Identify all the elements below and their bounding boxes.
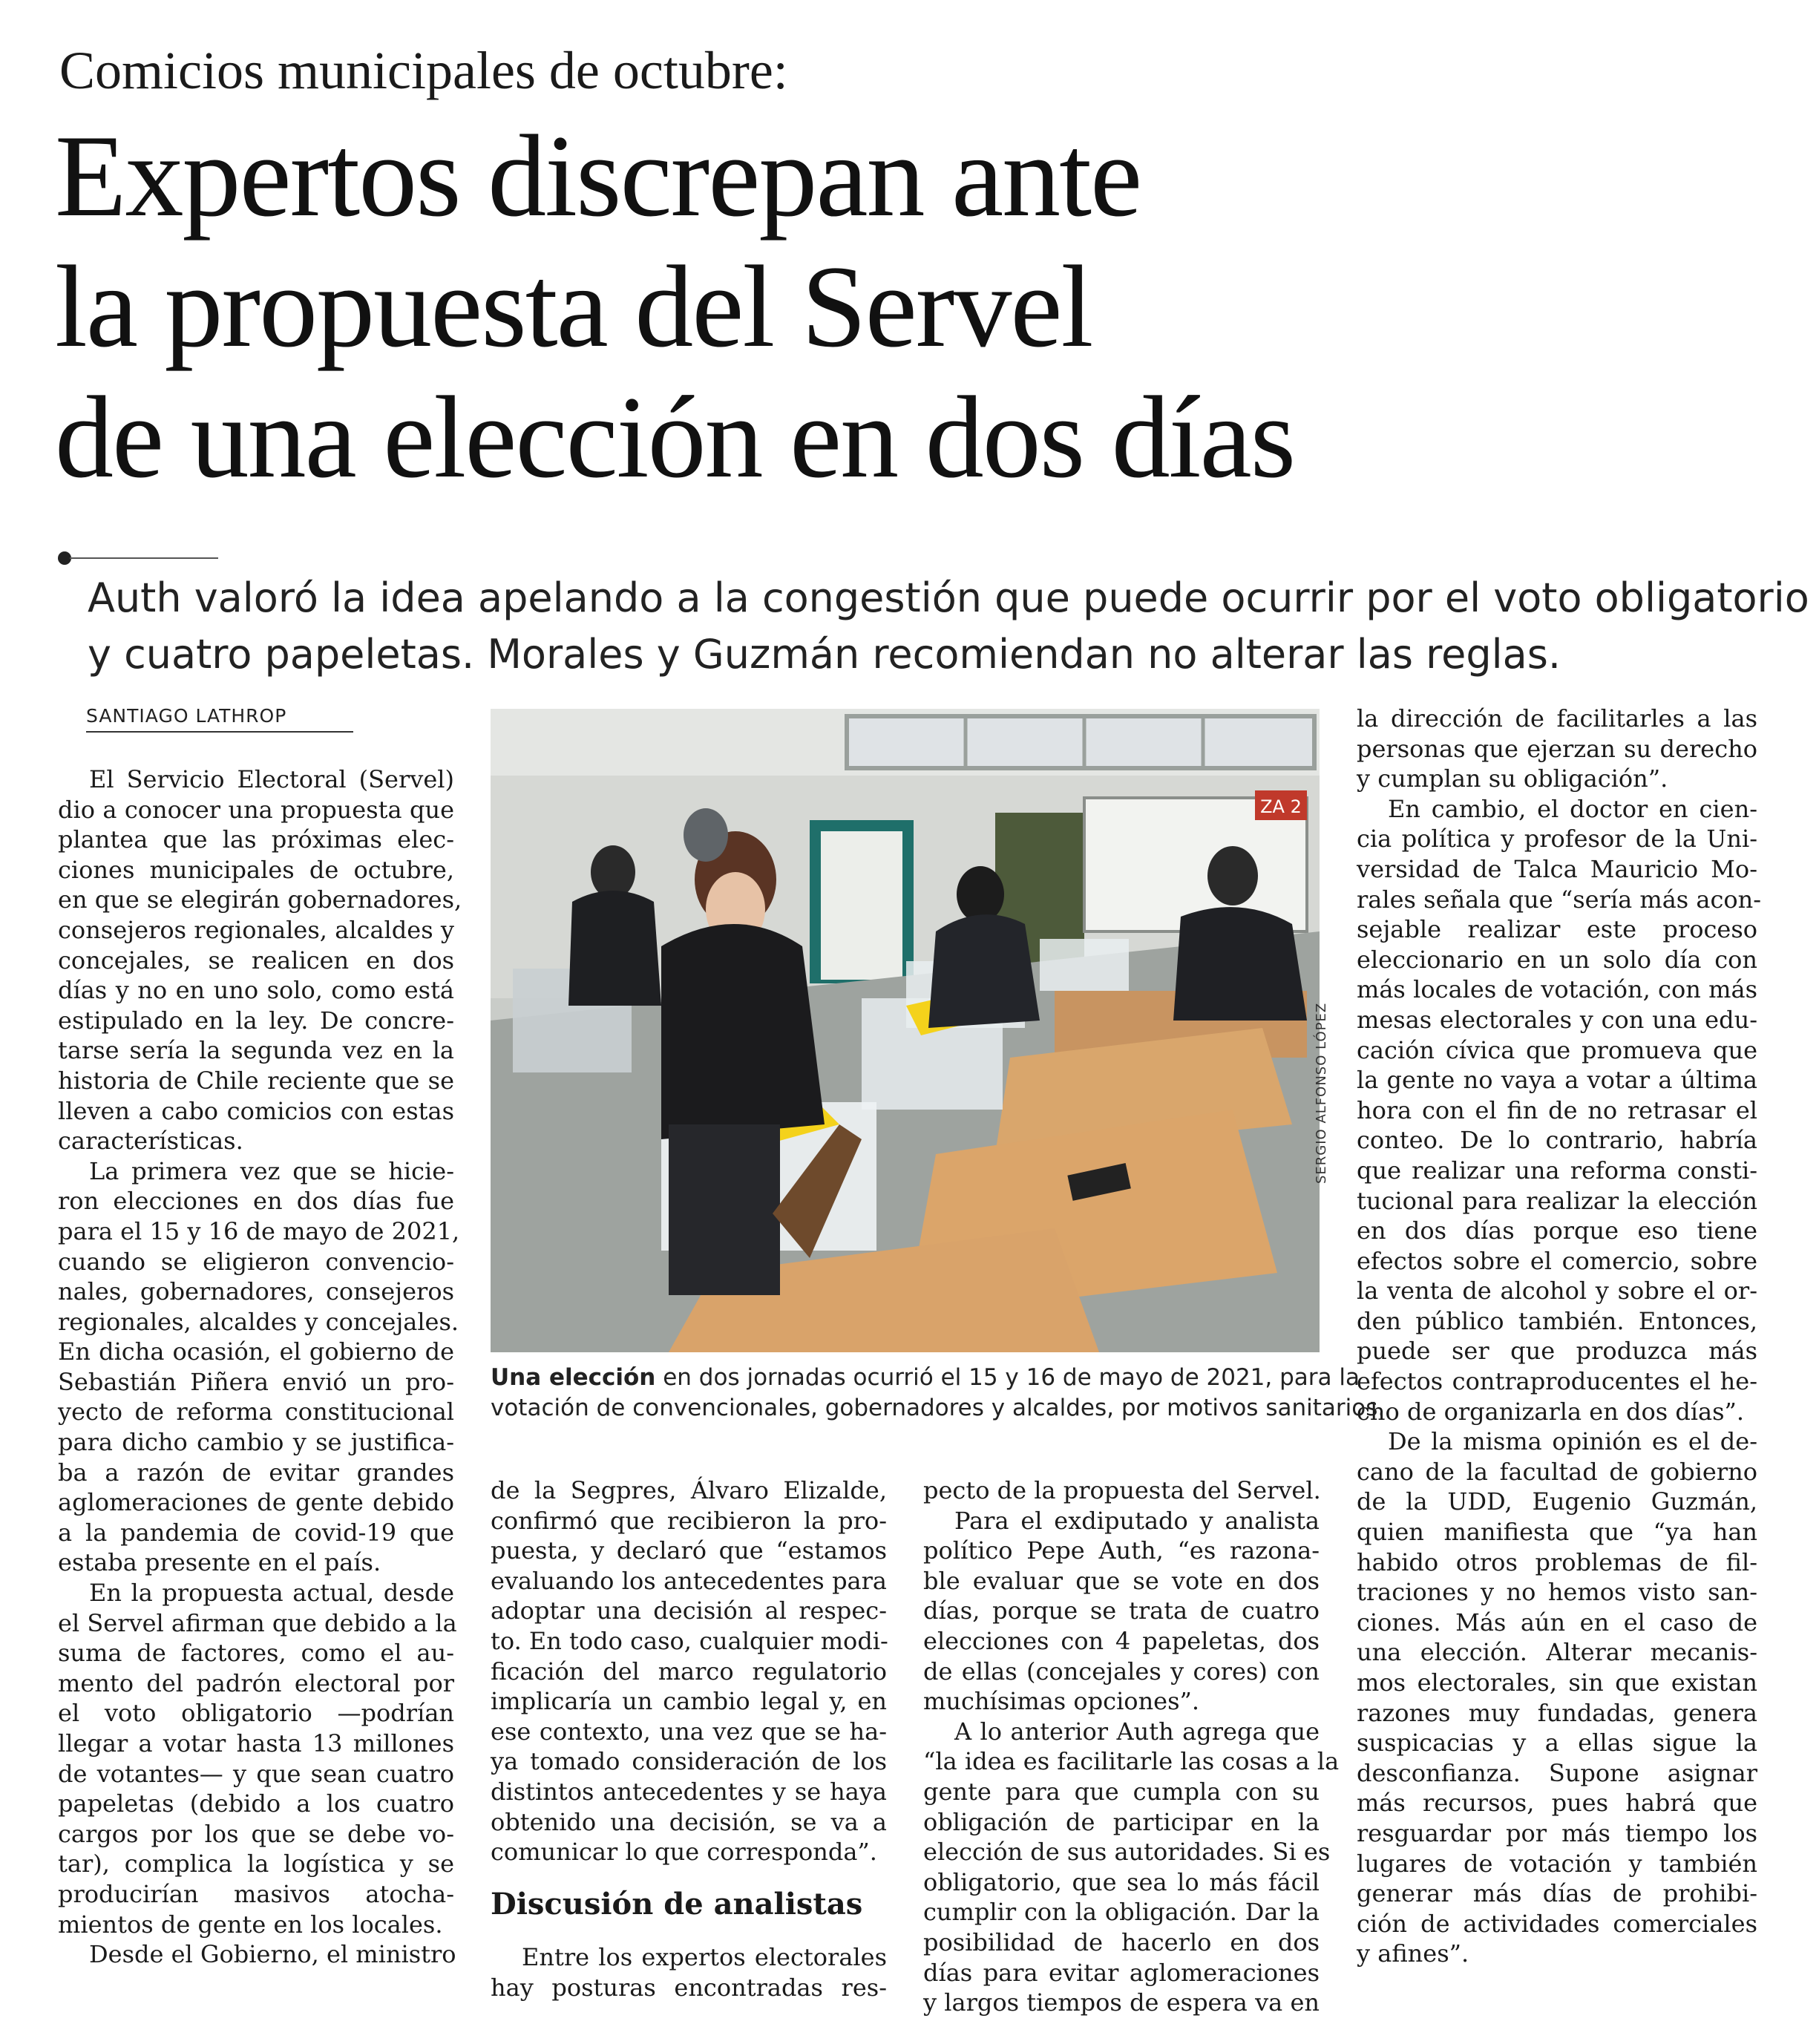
body-text-line: Para el exdiputado y analista bbox=[954, 1506, 1320, 1535]
body-text-line: nales, gobernadores, consejeros bbox=[58, 1277, 454, 1306]
body-text-line: eleccionario en un solo día con bbox=[1357, 945, 1757, 974]
body-text-line: más recursos, pues habrá que bbox=[1357, 1789, 1757, 1818]
body-text-line: días, porque se trata de cuatro bbox=[923, 1596, 1320, 1625]
body-text-line: suma de factores, como el au- bbox=[58, 1639, 454, 1668]
body-text-line: En la propuesta actual, desde bbox=[89, 1579, 454, 1608]
body-text-line: tar), complica la logística y se bbox=[58, 1850, 454, 1878]
body-text-line: dio a conocer una propuesta que bbox=[58, 795, 454, 824]
photo-credit: SERGIO ALFONSO LÓPEZ bbox=[1314, 1002, 1329, 1184]
body-text-line: ciones. Más aún en el caso de bbox=[1357, 1608, 1757, 1637]
body-text-line: efectos sobre el comercio, sobre bbox=[1357, 1246, 1757, 1275]
body-text-line: ble evaluar que se vote en dos bbox=[923, 1566, 1320, 1595]
caption-line: votación de convencionales, gobernadores y alcaldes, por motivos sanitarios. bbox=[491, 1395, 1386, 1421]
divider bbox=[70, 557, 218, 559]
body-text-line: pecto de la propuesta del Servel. bbox=[923, 1476, 1321, 1504]
body-text-line: to. En todo caso, cualquier modi- bbox=[491, 1626, 888, 1655]
column-1 bbox=[58, 764, 462, 1970]
body-text-line: en dos días porque eso tiene bbox=[1357, 1216, 1757, 1245]
headline-line: de una elección en dos días bbox=[55, 373, 1295, 502]
body-text-line: cano de la facultad de gobierno bbox=[1357, 1457, 1757, 1486]
deck bbox=[88, 570, 1809, 683]
body-text-line: la dirección de facilitarles a las bbox=[1357, 704, 1757, 733]
body-text-line: estaba presente en el país. bbox=[58, 1548, 381, 1577]
body-text-line: versidad de Talca Mauricio Mo- bbox=[1357, 854, 1757, 883]
body-text-line: de la Segpres, Álvaro Elizalde, bbox=[491, 1476, 887, 1504]
body-text-line: Entre los expertos electorales bbox=[522, 1943, 887, 1971]
photo bbox=[491, 709, 1320, 1352]
body-text-line: llegar a votar hasta 13 millones bbox=[58, 1729, 454, 1758]
photo-caption bbox=[491, 1363, 1386, 1424]
body-text-line: En cambio, el doctor en cien- bbox=[1388, 794, 1757, 823]
subhead: Discusión de analistas bbox=[491, 1887, 863, 1922]
body-text-line: elección de sus autoridades. Si es bbox=[923, 1838, 1331, 1867]
column-4 bbox=[1357, 704, 1762, 1969]
body-text-line: más locales de votación, con más bbox=[1357, 975, 1757, 1004]
body-text-line: ba a razón de evitar grandes bbox=[58, 1458, 454, 1487]
body-text-line: traciones y no hemos visto san- bbox=[1357, 1578, 1757, 1607]
body-text-line: plantea que las próximas elec- bbox=[58, 825, 454, 854]
body-text-line: de la UDD, Eugenio Guzmán, bbox=[1357, 1487, 1757, 1516]
body-text-line: hora con el fin de no retrasar el bbox=[1357, 1095, 1757, 1124]
body-text-line: razones muy fundadas, genera bbox=[1357, 1698, 1757, 1727]
body-text-line: lleven a cabo comicios con estas bbox=[58, 1096, 454, 1125]
body-text-line: den público también. Entonces, bbox=[1357, 1306, 1757, 1335]
body-text-line: “la idea es facilitarle las cosas a la bbox=[923, 1747, 1340, 1776]
body-text-line: El Servicio Electoral (Servel) bbox=[89, 765, 454, 793]
body-text-line: el Servel afirman que debido a la bbox=[58, 1608, 457, 1637]
body-text-line: conteo. De lo contrario, habría bbox=[1357, 1126, 1757, 1155]
body-text-line: implicaría un cambio legal y, en bbox=[491, 1687, 887, 1716]
body-text-line: Desde el Gobierno, el ministro bbox=[89, 1940, 456, 1969]
body-text-line: comunicar lo que corresponda”. bbox=[491, 1838, 877, 1867]
body-text-line: personas que ejerzan su derecho bbox=[1357, 734, 1757, 763]
body-text-line: lugares de votación y también bbox=[1357, 1849, 1757, 1878]
classroom-photo bbox=[491, 709, 1320, 1352]
body-text-line: tarse sería la segunda vez en la bbox=[58, 1036, 454, 1065]
body-text-line: de votantes— y que sean cuatro bbox=[58, 1759, 454, 1788]
body-text-line: generar más días de prohibi- bbox=[1357, 1879, 1757, 1908]
body-text-line: La primera vez que se hicie- bbox=[89, 1156, 454, 1185]
body-text-line: días para evitar aglomeraciones bbox=[923, 1958, 1320, 1987]
body-text-line: quien manifiesta que “ya han bbox=[1357, 1518, 1757, 1547]
body-text-line: elecciones con 4 papeletas, dos bbox=[923, 1626, 1320, 1655]
body-text-line: distintos antecedentes y se haya bbox=[491, 1777, 887, 1806]
body-text-line: una elección. Alterar mecanis- bbox=[1357, 1638, 1757, 1667]
body-text-line: concejales, se realicen en dos bbox=[58, 946, 454, 974]
body-text-line: efectos contraproducentes el he- bbox=[1357, 1367, 1757, 1396]
body-text-line: ciones municipales de octubre, bbox=[58, 855, 454, 884]
body-text-line: cia política y profesor de la Uni- bbox=[1357, 825, 1757, 854]
body-text-line: desconfianza. Supone asignar bbox=[1357, 1758, 1757, 1787]
body-text-line: A lo anterior Auth agrega que bbox=[954, 1717, 1320, 1746]
body-text-line: político Pepe Auth, “es razona- bbox=[923, 1536, 1320, 1565]
body-text-line: papeletas (debido a los cuatro bbox=[58, 1789, 454, 1818]
body-text-line: ya tomado consideración de los bbox=[491, 1747, 887, 1776]
body-text-line: y afines”. bbox=[1357, 1939, 1469, 1968]
body-text-line: cuando se eligieron convencio- bbox=[58, 1247, 454, 1276]
body-text-line: cargos por los que se debe vo- bbox=[58, 1819, 454, 1848]
body-text-line: cumplir con la obligación. Dar la bbox=[923, 1898, 1320, 1927]
body-text-line: De la misma opinión es el de- bbox=[1388, 1427, 1757, 1456]
body-text-line: resguardar por más tiempo los bbox=[1357, 1818, 1757, 1847]
body-text-line: a la pandemia de covid-19 que bbox=[58, 1518, 454, 1547]
body-text-line: estipulado en la ley. De concre- bbox=[58, 1006, 454, 1035]
column-2 bbox=[491, 1475, 887, 1867]
body-text-line: y largos tiempos de espera va en bbox=[923, 1988, 1320, 2017]
body-text-line: y cumplan su obligación”. bbox=[1357, 764, 1668, 793]
body-text-line: de ellas (concejales y cores) con bbox=[923, 1657, 1320, 1686]
body-text-line: que realizar una reforma consti- bbox=[1357, 1156, 1757, 1185]
caption-text: en dos jornadas ocurrió el 15 y 16 de mayo de 2021, para la bbox=[655, 1364, 1360, 1391]
kicker: Comicios municipales de octubre: bbox=[59, 41, 788, 100]
board-label: ZA 2 bbox=[1260, 796, 1302, 817]
deck-line: y cuatro papeletas. Morales y Guzmán recomiendan no alterar las reglas. bbox=[88, 631, 1561, 678]
body-text-line: mesas electorales y con una edu- bbox=[1357, 1005, 1757, 1034]
body-text-line: características. bbox=[58, 1127, 243, 1156]
body-text-line: En dicha ocasión, el gobierno de bbox=[58, 1337, 454, 1366]
body-text-line: confirmó que recibieron la pro- bbox=[491, 1506, 887, 1535]
body-text-line: días y no en uno solo, como está bbox=[58, 976, 454, 1005]
body-text-line: obligatorio, que sea lo más fácil bbox=[923, 1867, 1320, 1896]
body-text-line: en que se elegirán gobernadores, bbox=[58, 885, 462, 914]
body-text-line: suspicacias y a ellas sigue la bbox=[1357, 1729, 1757, 1758]
body-text-line: gente para que cumpla con su bbox=[923, 1777, 1320, 1806]
body-text-line: yecto de reforma constitucional bbox=[58, 1398, 454, 1426]
body-text-line: puesta, y declaró que “estamos bbox=[491, 1536, 887, 1565]
body-text-line: cación cívica que promueva que bbox=[1357, 1035, 1757, 1064]
column-3 bbox=[923, 1475, 1340, 2018]
body-text-line: mientos de gente en los locales. bbox=[58, 1910, 443, 1939]
body-text-line: ficación del marco regulatorio bbox=[491, 1657, 887, 1686]
byline: SANTIAGO LATHROP bbox=[86, 705, 353, 733]
body-text-line: regionales, alcaldes y concejales. bbox=[58, 1307, 459, 1336]
body-text-line: ción de actividades comerciales bbox=[1357, 1909, 1757, 1938]
body-text-line: posibilidad de hacerlo en dos bbox=[923, 1927, 1320, 1956]
body-text-line: sejable realizar este proceso bbox=[1357, 915, 1757, 944]
body-text-line: el voto obligatorio —podrían bbox=[58, 1699, 454, 1728]
body-text-line: rales señala que “sería más acon- bbox=[1357, 885, 1762, 914]
body-text-line: la venta de alcohol y sobre el or- bbox=[1357, 1277, 1757, 1306]
caption-bold: Una elección bbox=[491, 1364, 656, 1391]
headline bbox=[55, 111, 1777, 503]
body-text-line: la gente no vaya a votar a última bbox=[1357, 1066, 1757, 1095]
body-text-line: adoptar una decisión al respec- bbox=[491, 1596, 887, 1625]
body-text-line: mos electorales, sin que existan bbox=[1357, 1668, 1757, 1697]
body-text-line: habido otros problemas de fil- bbox=[1357, 1547, 1757, 1576]
body-text-line: historia de Chile reciente que se bbox=[58, 1066, 454, 1095]
caption-line bbox=[491, 1363, 1360, 1393]
body-text-line: para el 15 y 16 de mayo de 2021, bbox=[58, 1216, 460, 1245]
body-text-line: para dicho cambio y se justifica- bbox=[58, 1428, 454, 1457]
body-text-line: obtenido una decisión, se va a bbox=[491, 1807, 887, 1836]
body-text-line: ese contexto, una vez que se ha- bbox=[491, 1717, 887, 1746]
body-text-line: aglomeraciones de gente debido bbox=[58, 1488, 454, 1517]
body-text-line: ron elecciones en dos días fue bbox=[58, 1187, 454, 1216]
body-text-line: tucional para realizar la elección bbox=[1357, 1186, 1757, 1215]
body-text-line: Sebastián Piñera envió un pro- bbox=[58, 1367, 454, 1396]
body-text-line: cho de organizarla en dos días”. bbox=[1357, 1397, 1745, 1426]
column-2-continued bbox=[491, 1942, 887, 2002]
headline-line: Expertos discrepan ante bbox=[55, 111, 1141, 241]
body-text-line: producirían masivos atocha- bbox=[58, 1879, 454, 1908]
body-text-line: puede ser que produzca más bbox=[1357, 1337, 1757, 1366]
deck-line: Auth valoró la idea apelando a la congestión que puede ocurrir por el voto obligatorio bbox=[88, 574, 1809, 621]
body-text-line: obligación de participar en la bbox=[923, 1807, 1320, 1836]
body-text-line: hay posturas encontradas res- bbox=[491, 1973, 887, 2002]
body-text-line: muchísimas opciones”. bbox=[923, 1687, 1200, 1716]
body-text-line: mento del padrón electoral por bbox=[58, 1668, 454, 1697]
headline-line: la propuesta del Servel bbox=[55, 242, 1092, 372]
body-text-line: consejeros regionales, alcaldes y bbox=[58, 915, 454, 944]
body-text-line: evaluando los antecedentes para bbox=[491, 1566, 887, 1595]
